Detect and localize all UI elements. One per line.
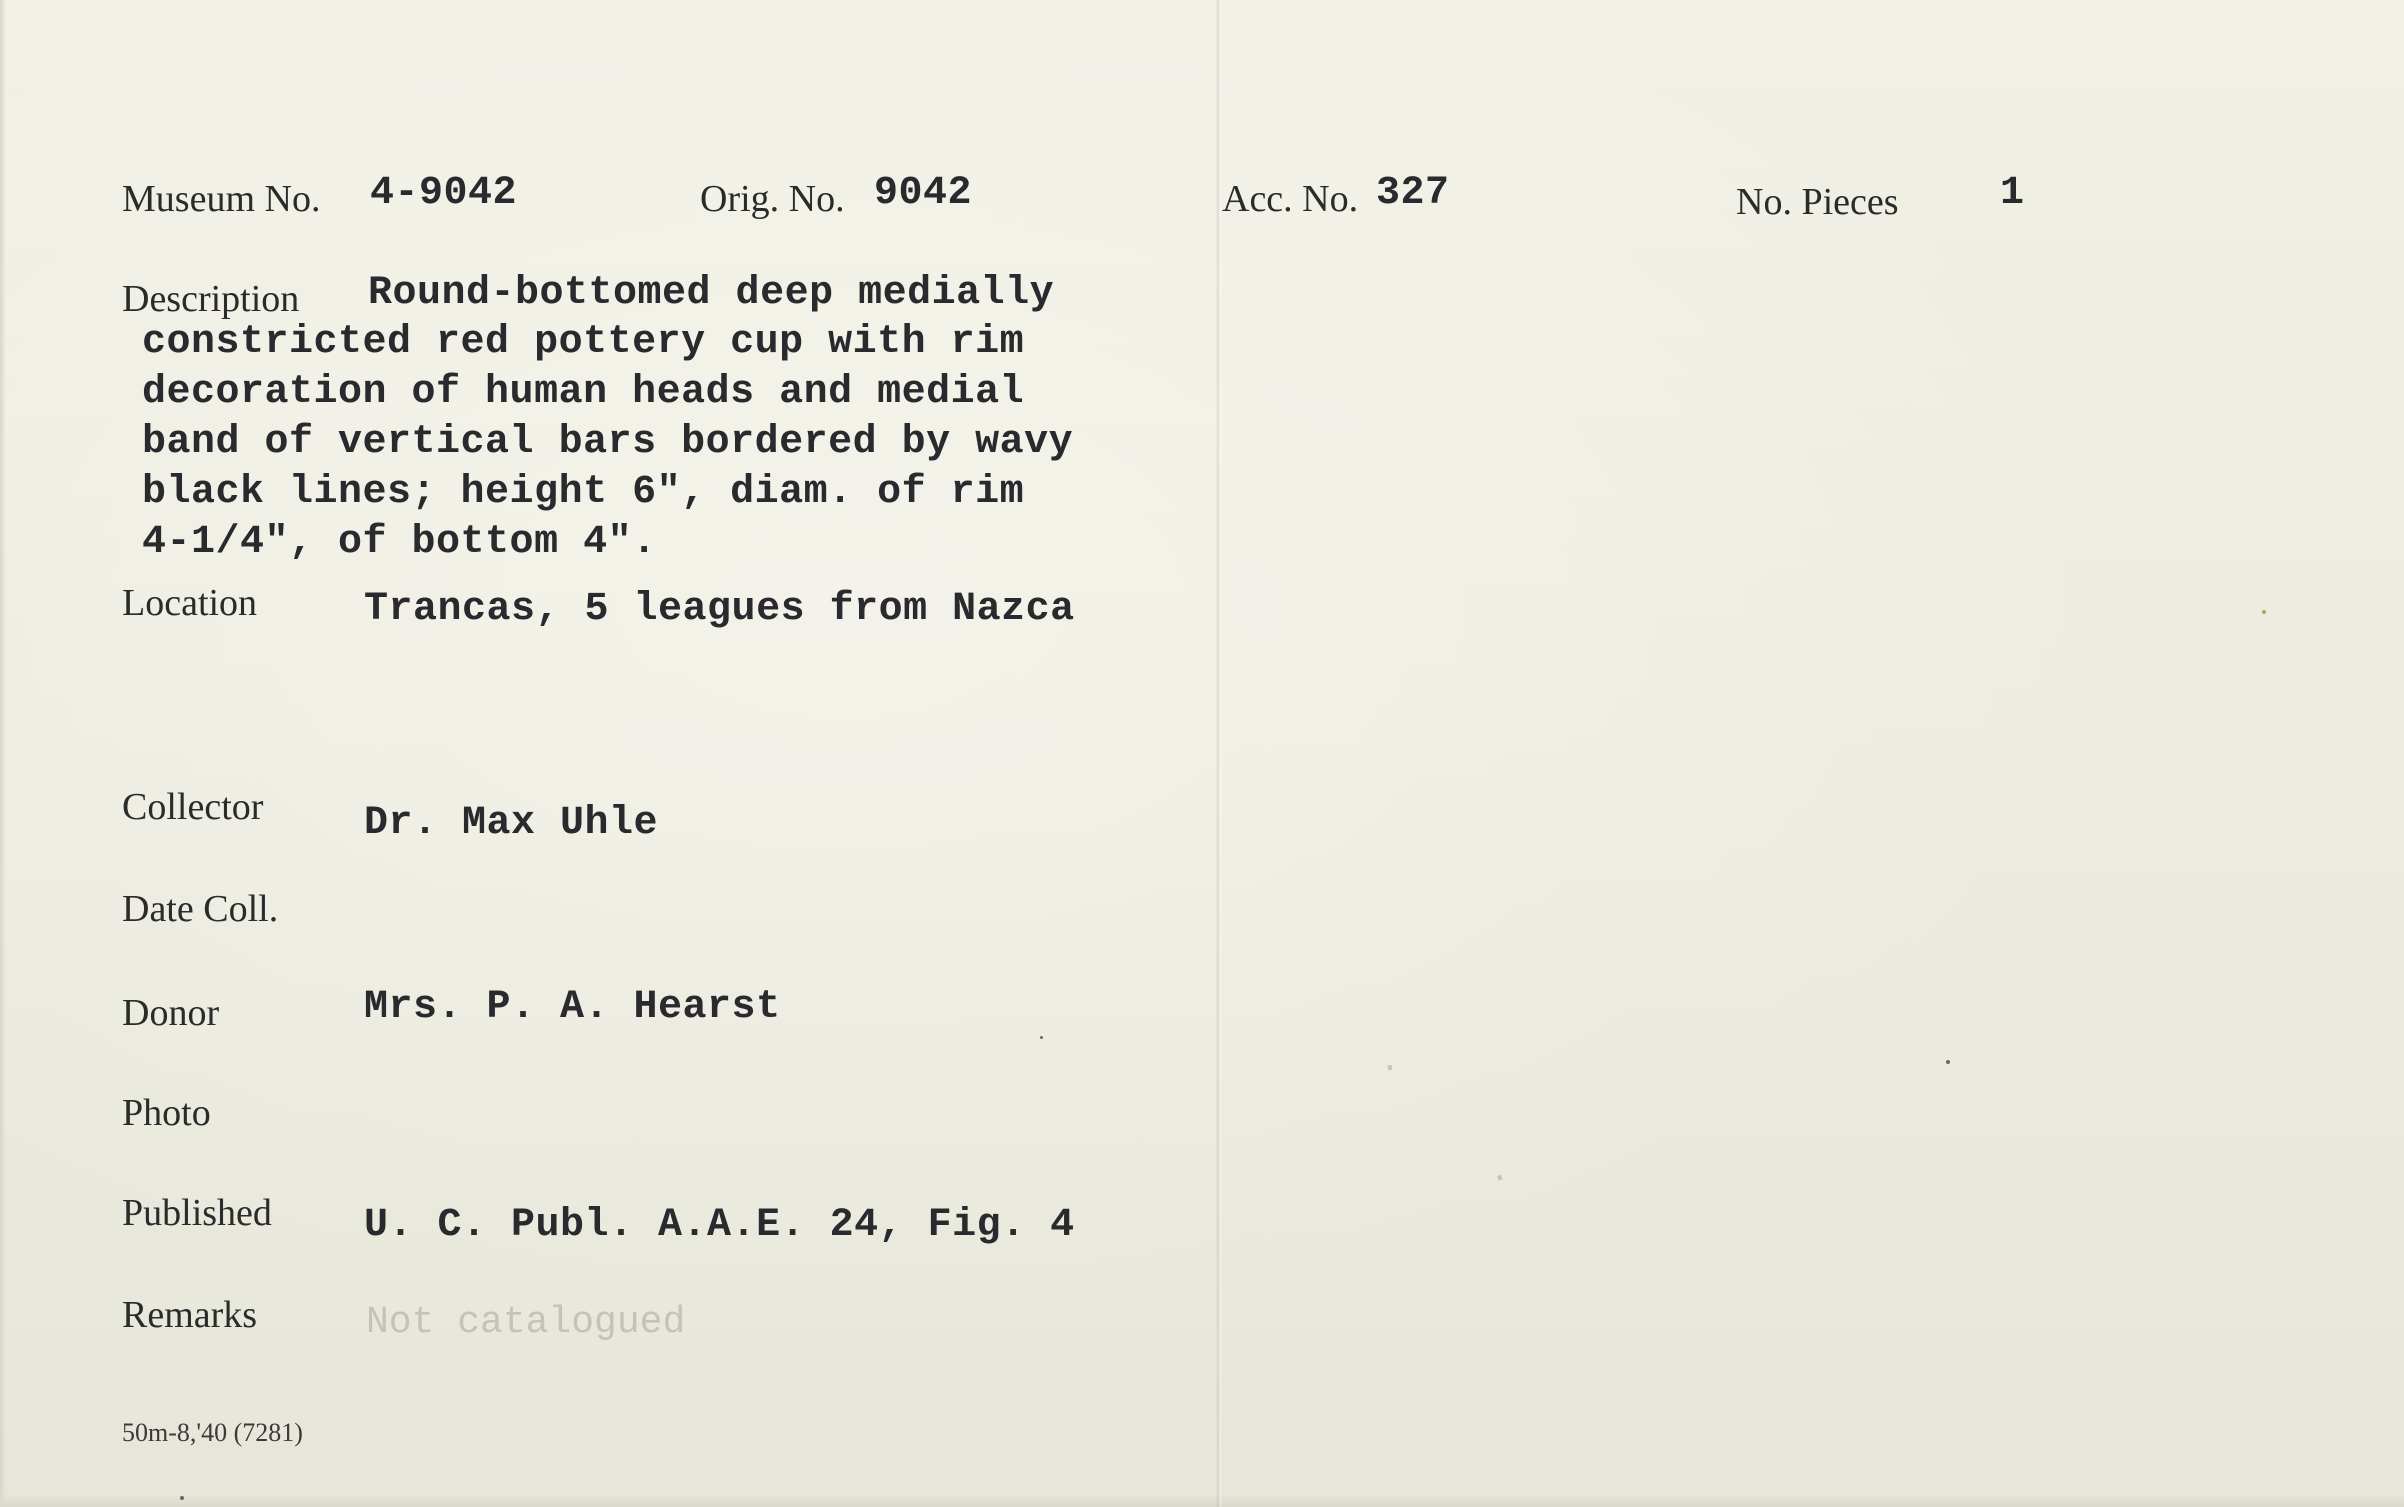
description-line: black lines; height 6", diam. of rim xyxy=(142,470,1025,515)
donor-label: Donor xyxy=(122,992,220,1034)
bleed-through-mark: · xyxy=(1484,1157,1516,1201)
pieces-value: 1 xyxy=(2000,171,2025,216)
bleed-through-mark: · xyxy=(1376,1048,1405,1090)
description-line: 4-1/4", of bottom 4". xyxy=(142,520,657,565)
acc-no-label: Acc. No. xyxy=(1222,178,1359,220)
collector-label: Collector xyxy=(122,786,264,828)
card-bottom-edge xyxy=(0,1493,2404,1507)
form-code: 50m-8,'40 (7281) xyxy=(122,1418,303,1447)
paper-speck xyxy=(180,1496,184,1500)
collector-value: Dr. Max Uhle xyxy=(364,801,659,846)
orig-no-label: Orig. No. xyxy=(700,178,845,220)
museum-no-label: Museum No. xyxy=(122,178,321,220)
description-line: constricted red pottery cup with rim xyxy=(142,320,1025,365)
description-line: decoration of human heads and medial xyxy=(142,370,1025,415)
location-label: Location xyxy=(122,582,258,624)
description-label: Description xyxy=(122,278,300,320)
pieces-label: No. Pieces xyxy=(1736,181,1899,223)
paper-speck xyxy=(1040,1036,1043,1039)
photo-label: Photo xyxy=(122,1092,211,1134)
acc-no-value: 327 xyxy=(1376,171,1450,216)
remarks-label: Remarks xyxy=(122,1294,258,1336)
published-label: Published xyxy=(122,1192,272,1234)
remarks-value: Not catalogued xyxy=(366,1301,686,1344)
card-left-edge xyxy=(0,0,6,1507)
orig-no-value: 9042 xyxy=(874,171,973,216)
museum-no-value: 4-9042 xyxy=(370,171,518,216)
description-body xyxy=(142,318,1073,568)
description-line: band of vertical bars bordered by wavy xyxy=(142,420,1074,465)
paper-speck xyxy=(2262,610,2266,614)
published-value: U. C. Publ. A.A.E. 24, Fig. 4 xyxy=(364,1203,1075,1248)
card-fold-line xyxy=(1216,0,1222,1507)
paper-speck xyxy=(1946,1060,1950,1064)
description-first-line: Round-bottomed deep medially xyxy=(368,271,1055,316)
donor-value: Mrs. P. A. Hearst xyxy=(364,985,781,1030)
location-value: Trancas, 5 leagues from Nazca xyxy=(364,587,1075,632)
date-coll-label: Date Coll. xyxy=(122,888,279,930)
